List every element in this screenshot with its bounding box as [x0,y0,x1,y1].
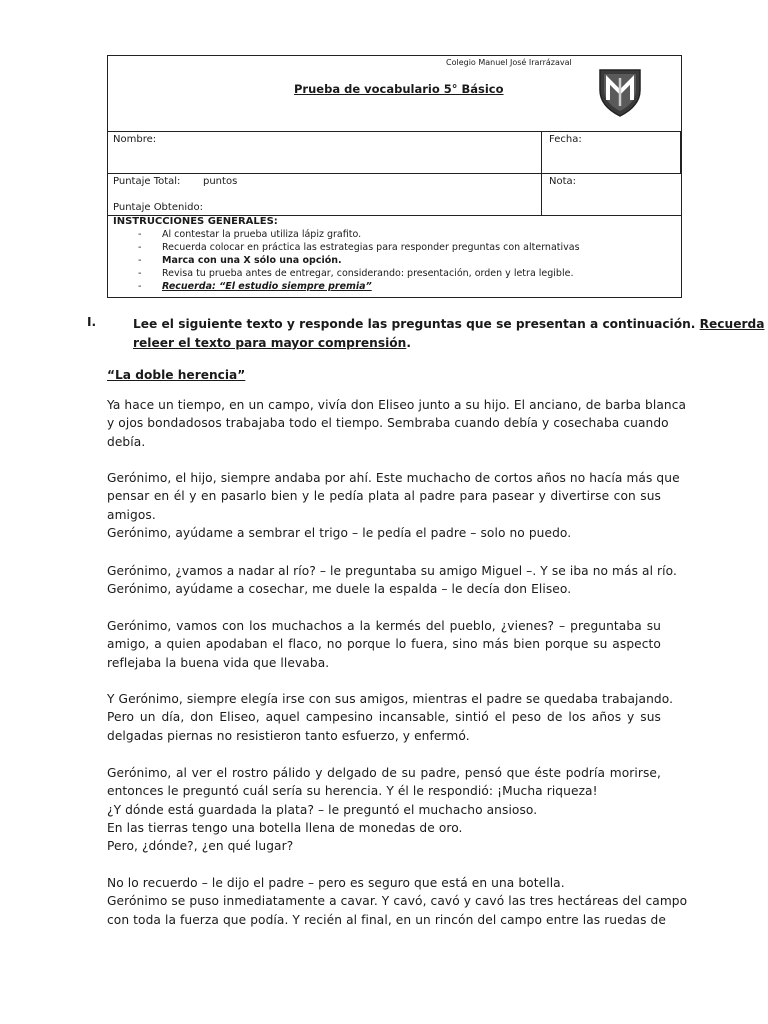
story-title: “La doble herencia” [107,368,246,382]
header-divider-vertical [680,131,682,173]
instruction-text: Marca con una X sólo una opción. [162,255,342,266]
story-line: Gerónimo, ayúdame a sembrar el trigo – le pedía el padre – solo no puedo. [107,525,572,540]
total-score-label: Puntaje Total: [113,176,181,187]
story-paragraph [107,874,688,929]
story-line: ¿Y dónde está guardada la plata? – le preguntó el muchacho ansioso. [107,802,538,817]
story-line: y ojos bondadosos trabajaba todo el tiempo. Sembraba cuando debía y cosechaba cuando [107,416,669,431]
story-paragraph [107,562,677,599]
instruction-reminder: Recuerda [699,317,765,331]
bullet: - [138,229,142,240]
story-line: En las tierras tengo una botella llena de monedas de oro. [107,820,463,835]
story-line: Gerónimo, vamos con los muchachos a la kermés del pueblo, ¿vienes? – preguntaba su [107,619,661,633]
instruction-text: Recuerda colocar en práctica las estrategias para responder preguntas con alternativas [162,242,580,253]
instructions-heading: INSTRUCCIONES GENERALES: [113,216,278,227]
story-paragraph [107,690,674,745]
score-obtained-label: Puntaje Obtenido: [113,202,203,213]
date-label: Fecha: [549,134,582,145]
punctuation: . [406,336,411,350]
story-paragraph [107,396,687,451]
story-paragraph [107,764,661,855]
story-line: entonces le preguntó cuál sería su herencia. Y él le respondió: ¡Mucha riqueza! [107,784,598,799]
header-divider-vertical [541,131,542,215]
bullet: - [138,255,142,266]
story-line: Ya hace un tiempo, en un campo, vivía don Eliseo junto a su hijo. El anciano, de barba blanca [107,398,687,412]
story-line: Gerónimo, ¿vamos a nadar al río? – le preguntaba su amigo Miguel –. Y se iba no más al río. [107,564,677,578]
story-paragraph [107,617,661,672]
story-line: reflejaba la buena vida que llevaba. [107,655,330,670]
story-line: delgadas piernas no resistieron tanto esfuerzo, y enfermó. [107,728,470,743]
points-label: puntos [203,176,238,187]
story-line: debía. [107,434,146,449]
instruction-text: Revisa tu prueba antes de entregar, considerando: presentación, orden y letra legible. [162,268,574,279]
instruction-text: Al contestar la prueba utiliza lápiz grafito. [162,229,362,240]
bullet: - [138,268,142,279]
page-title: Prueba de vocabulario 5° Básico [294,82,504,96]
section-number: I. [87,315,97,329]
school-logo-icon [596,66,644,118]
bullet: - [138,242,142,253]
story-line: amigos. [107,507,156,522]
instruction-text: Recuerda: “El estudio siempre premia” [162,281,372,292]
story-line: Pero un día, don Eliseo, aquel campesino incansable, sintió el peso de los años y sus [107,710,661,725]
story-line: amigo, a quien apodaban el flaco, no porque lo fuera, sino más bien porque su aspecto [107,637,661,652]
story-line: Gerónimo se puso inmediatamente a cavar. Y cavó, cavó y cavó las tres hectáreas del campo [107,894,688,909]
school-name: Colegio Manuel José Irarrázaval [446,58,572,67]
name-label: Nombre: [113,134,157,145]
instructions-list [110,229,680,299]
header-divider [107,173,682,174]
story-line: pensar en él y en pasarlo bien y le pedía plata al padre para pasear y divertirse con sus [107,489,661,504]
story-line: Pero, ¿dónde?, ¿en qué lugar? [107,839,294,854]
header-divider [107,131,682,132]
story-line: Gerónimo, al ver el rostro pálido y delgado de su padre, pensó que éste podría morirse, [107,766,661,780]
instruction-reminder: releer el texto para mayor comprensión [133,336,407,350]
bullet: - [138,281,142,292]
story-paragraph [107,469,680,542]
story-line: Gerónimo, el hijo, siempre andaba por ahí. Este muchacho de cortos años no hacía más que [107,471,680,485]
grade-label: Nota: [549,176,577,187]
story-line: con toda la fuerza que podía. Y recién al final, en un rincón del campo entre las ruedas de [107,912,666,927]
instruction-text: Lee el siguiente texto y responde las preguntas que se presentan a continuación. [133,317,696,331]
section-instruction [133,315,765,353]
story-line: Gerónimo, ayúdame a cosechar, me duele la espalda – le decía don Eliseo. [107,582,572,597]
story-line: No lo recuerdo – le dijo el padre – pero es seguro que está en una botella. [107,876,565,890]
story-line: Y Gerónimo, siempre elegía irse con sus amigos, mientras el padre se quedaba trabajando. [107,692,674,706]
